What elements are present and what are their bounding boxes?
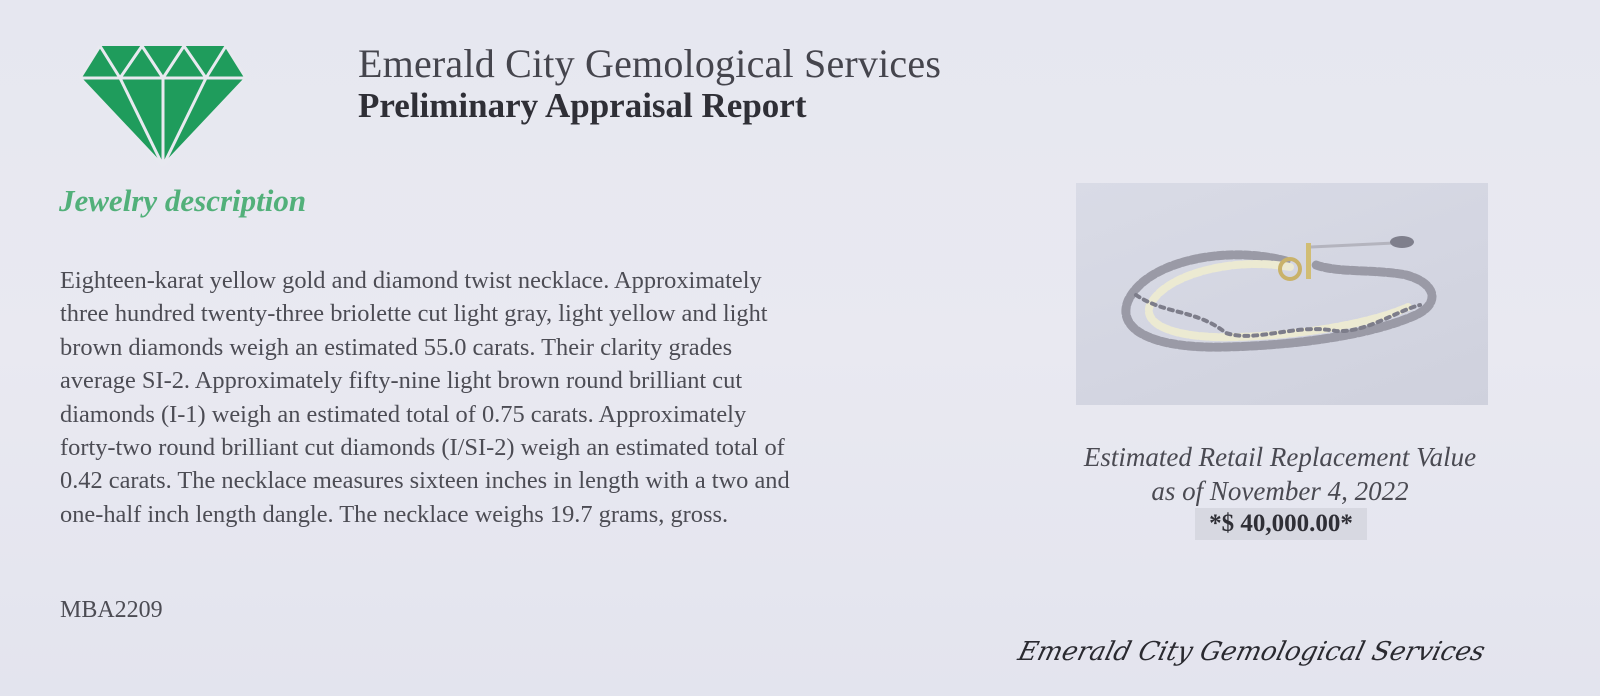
signature-text: Emerald City Gemological Services	[1015, 636, 1489, 667]
description-line: diamonds (I-1) weigh an estimated total of 0.75 carats. Approximately	[60, 400, 747, 428]
valuation-amount: *$ 40,000.00*	[1195, 508, 1367, 540]
company-name: Emerald City Gemological Services	[358, 41, 942, 86]
diamond-logo-icon	[80, 44, 246, 166]
description-line: 0.42 carats. The necklace measures sixteen inches in length with a two and	[60, 467, 790, 495]
necklace-photo	[1076, 183, 1488, 405]
description-line: average SI-2. Approximately fifty-nine light brown round brilliant cut	[60, 367, 743, 395]
valuation-date: as of November 4, 2022	[1151, 476, 1409, 506]
description-line: three hundred twenty-three briolette cut light gray, light yellow and light	[60, 300, 768, 328]
valuation-label	[1060, 440, 1500, 508]
jewelry-description	[60, 264, 960, 531]
valuation-label-line1: Estimated Retail Replacement Value	[1083, 442, 1477, 472]
report-title: Preliminary Appraisal Report	[358, 86, 807, 125]
description-line: brown diamonds weigh an estimated 55.0 carats. Their clarity grades	[60, 333, 733, 361]
section-heading: Jewelry description	[59, 183, 307, 218]
description-line: forty-two round brilliant cut diamonds (I/SI-2) weigh an estimated total of	[60, 434, 785, 462]
signature	[1015, 626, 1489, 676]
description-line: Eighteen-karat yellow gold and diamond twist necklace. Approximately	[60, 267, 762, 294]
reference-code: MBA2209	[60, 597, 163, 623]
description-line: one-half inch length dangle. The necklace weighs 19.7 grams, gross.	[60, 500, 729, 528]
